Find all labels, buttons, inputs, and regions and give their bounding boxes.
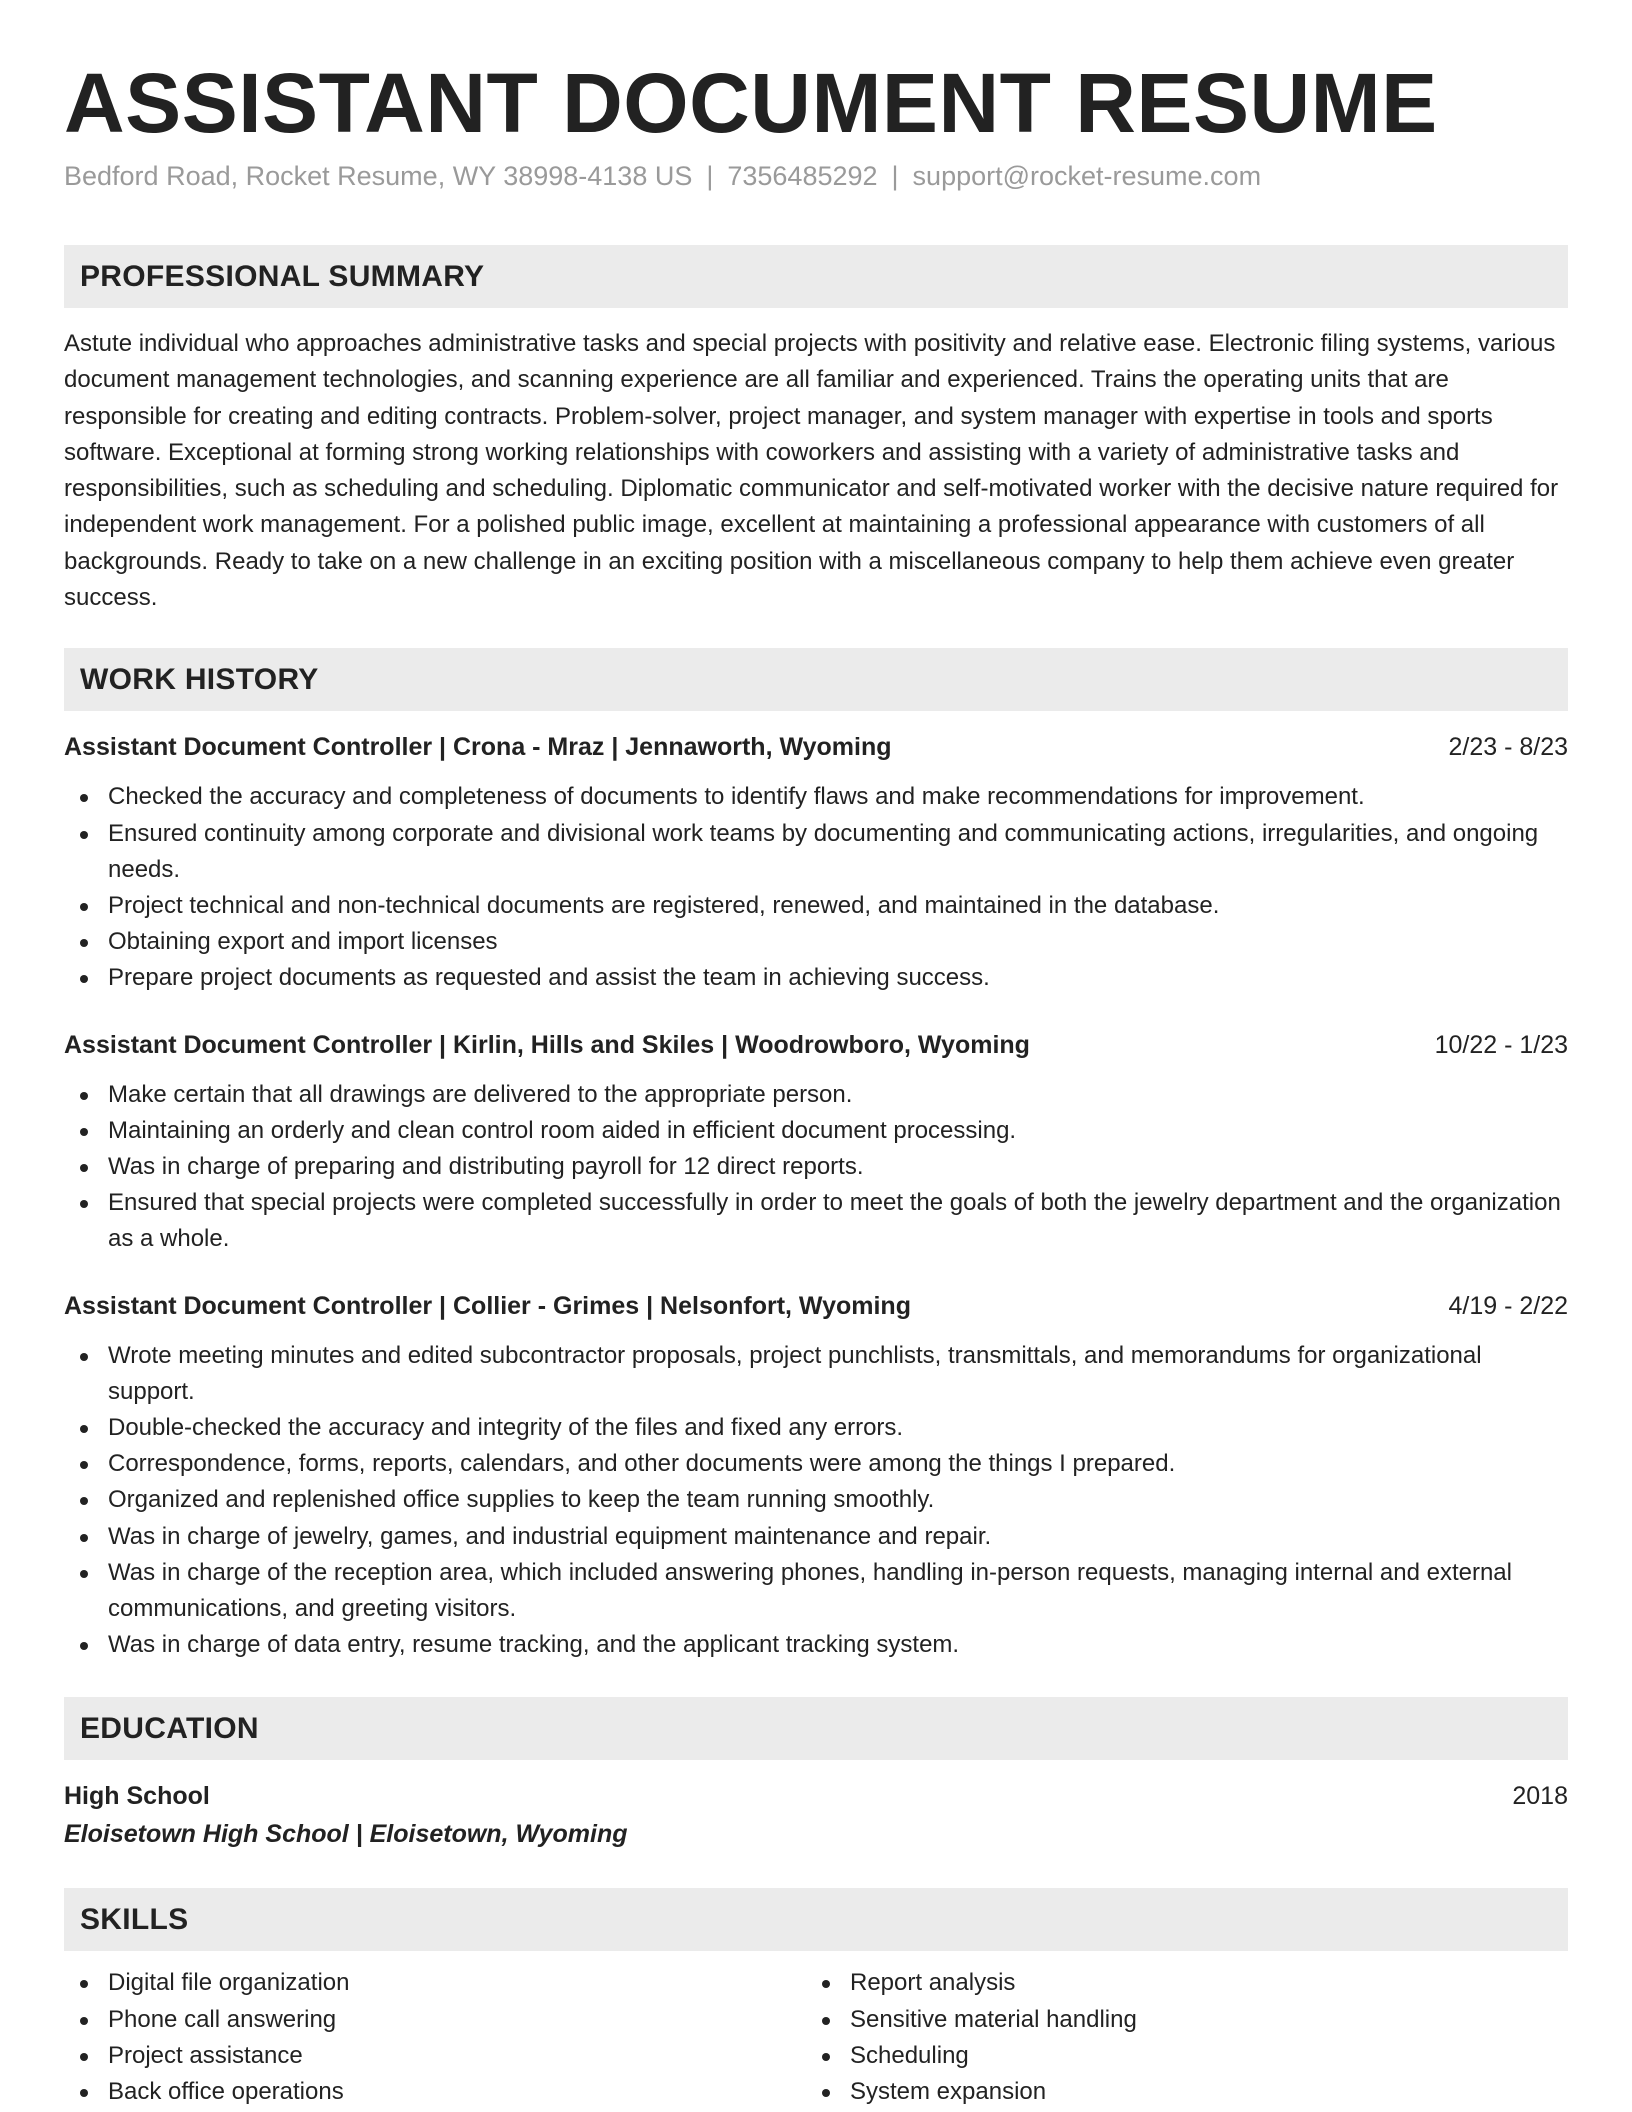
job-bullet: Ensured that special projects were completed successfully in order to meet the goals of both the jewelry department and the organization as a whole. (64, 1185, 1568, 1257)
work-heading: WORK HISTORY (80, 662, 319, 696)
skill-item: Report analysis (806, 1965, 1548, 2001)
job-title: Assistant Document Controller | Crona - Mraz | Jennaworth, Wyoming (64, 733, 892, 762)
contact-separator: | (891, 161, 899, 191)
skills-list-left (64, 1965, 806, 2110)
job-dates: 10/22 - 1/23 (1434, 1030, 1568, 1059)
job-bullet: Was in charge of data entry, resume tracking, and the applicant tracking system. (64, 1627, 1568, 1663)
job-header (64, 1027, 1568, 1063)
job-bullet: Wrote meeting minutes and edited subcontractor proposals, project punchlists, transmittals, and memorandums for organizational support. (64, 1338, 1568, 1410)
contact-line (64, 158, 1568, 194)
education-year: 2018 (1512, 1782, 1568, 1811)
skills-section-header (64, 1888, 1568, 1951)
skills-list-right (806, 1965, 1548, 2110)
job-bullet: Was in charge of preparing and distributing payroll for 12 direct reports. (64, 1149, 1568, 1185)
job-bullet: Double-checked the accuracy and integrity of the files and fixed any errors. (64, 1410, 1568, 1446)
job-bullet: Organized and replenished office supplies to keep the team running smoothly. (64, 1482, 1568, 1518)
job-bullet: Maintaining an orderly and clean control room aided in efficient document processing. (64, 1113, 1568, 1149)
education-entry (64, 1777, 1568, 1853)
job-entry (64, 1288, 1568, 1664)
job-title: Assistant Document Controller | Collier - Grimes | Nelsonfort, Wyoming (64, 1291, 911, 1320)
summary-heading: PROFESSIONAL SUMMARY (80, 259, 485, 293)
skill-item: System expansion (806, 2074, 1548, 2110)
skill-item: Back office operations (64, 2074, 806, 2110)
job-dates: 2/23 - 8/23 (1448, 733, 1568, 762)
education-heading: EDUCATION (80, 1711, 259, 1745)
skills-columns (64, 1965, 1568, 2110)
summary-section-header (64, 245, 1568, 308)
job-dates: 4/19 - 2/22 (1448, 1291, 1568, 1320)
skill-item: Sensitive material handling (806, 2002, 1548, 2038)
job-header (64, 1288, 1568, 1324)
skill-item: Project assistance (64, 2038, 806, 2074)
job-bullets (64, 1077, 1568, 1258)
skill-item: Phone call answering (64, 2002, 806, 2038)
job-bullet: Correspondence, forms, reports, calendars, and other documents were among the things I prepared. (64, 1446, 1568, 1482)
work-section-header (64, 648, 1568, 711)
job-bullet: Was in charge of jewelry, games, and industrial equipment maintenance and repair. (64, 1519, 1568, 1555)
job-bullet: Make certain that all drawings are delivered to the appropriate person. (64, 1077, 1568, 1113)
education-degree: High School (64, 1782, 210, 1811)
education-school: Eloisetown High School | Eloisetown, Wyoming (64, 1820, 628, 1849)
job-bullet: Obtaining export and import licenses (64, 924, 1568, 960)
resume-title: ASSISTANT DOCUMENT RESUME (64, 56, 1438, 150)
skill-item: Digital file organization (64, 1965, 806, 2001)
education-section-header (64, 1697, 1568, 1760)
job-header (64, 729, 1568, 765)
contact-separator: | (706, 161, 714, 191)
job-bullet: Was in charge of the reception area, which included answering phones, handling in-person requests, managing internal and external communications, and greeting visitors. (64, 1555, 1568, 1627)
job-bullets (64, 1338, 1568, 1664)
job-bullet: Project technical and non-technical documents are registered, renewed, and maintained in the database. (64, 888, 1568, 924)
job-bullet: Prepare project documents as requested and assist the team in achieving success. (64, 960, 1568, 996)
job-bullet: Checked the accuracy and completeness of documents to identify flaws and make recommendations for improvement. (64, 779, 1568, 815)
contact-phone: 7356485292 (727, 161, 878, 191)
education-header (64, 1777, 1568, 1815)
job-entry (64, 1027, 1568, 1258)
skill-item: Scheduling (806, 2038, 1548, 2074)
summary-text: Astute individual who approaches administrative tasks and special projects with positivity and relative ease. Electronic filing systems, various document management technologies, and scanning experience are all familiar and experienced. Trains the operating units that are responsible for creating and editing contracts. Problem-solver, project manager, and system manager with expertise in tools and sports software. Exceptional at forming strong working relationships with coworkers and assisting with a variety of administrative tasks and responsibilities, such as scheduling and scheduling. Diplomatic communicator and self-motivated worker with the decisive nature required for independent work management. For a polished public image, excellent at maintaining a professional appearance with customers of all backgrounds. Ready to take on a new challenge in an exciting position with a miscellaneous company to help them achieve even greater success. (64, 330, 1559, 612)
resume-content (64, 52, 1568, 2110)
contact-address: Bedford Road, Rocket Resume, WY 38998-4138 US (64, 161, 693, 191)
contact-email: support@rocket-resume.com (912, 161, 1262, 191)
job-bullet: Ensured continuity among corporate and divisional work teams by documenting and communicating actions, irregularities, and ongoing needs. (64, 816, 1568, 888)
skills-heading: SKILLS (80, 1902, 189, 1936)
job-title: Assistant Document Controller | Kirlin, Hills and Skiles | Woodrowboro, Wyoming (64, 1030, 1030, 1059)
job-entry (64, 729, 1568, 996)
job-bullets (64, 779, 1568, 996)
